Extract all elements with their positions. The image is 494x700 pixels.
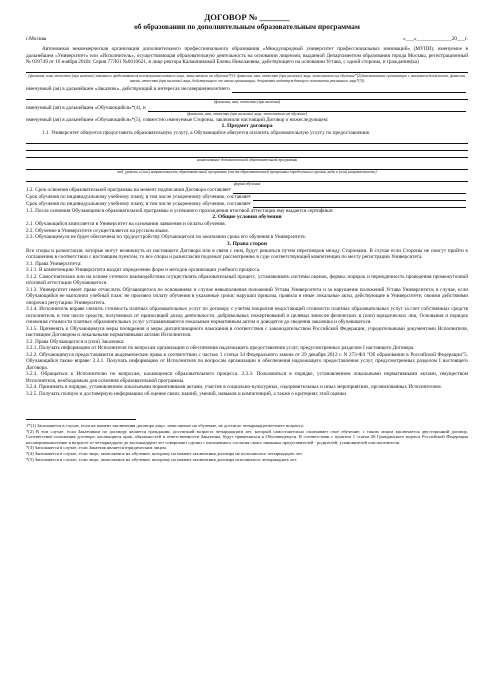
program-field-3[interactable]: [26, 151, 468, 158]
parties-line: именуемый (ая) в дальнейшем «Обучающийся»*(5), совместно именуемые Стороны, заключили настоящий Договор о нижеследующем:: [26, 116, 329, 123]
preamble: Автономная некоммерческая организация дополнительного профессионального образования «Международный университет профессиональных инноваций» (МУПИ), именуемое в дальнейшем «Университет» или «Исполнитель», осуществляющая образовательную деятельность на основании лицензии, выданной Департаментом образования города Москвы, регистрационный № 039749 от 16 ноября 2018г. Серия 77Л01 №0010621, в лице ректора Калашниковой Елены Николаевны, действующего на основании Устава, с одной стороны, и гражданин(ка): [26, 46, 468, 65]
footnote-divider: [26, 419, 136, 420]
accelerated-duration-field[interactable]: [253, 202, 466, 208]
program-field[interactable]: [26, 137, 468, 144]
clause-3-1-4: 3.1.4. Исполнитель вправе снизить стоимость платных образовательных услуг по договору с учетом покрытия недостающей стоимости платных образовательных услуг за счет собственных средств исполнителя, в том числе средств, полученных от приносящей доход деятельности, добровольных пожертвований и целевых взносов физических и (или) юридических лиц. Основания и порядок снижения стоимости платных образовательных услуг устанавливаются локальным нормативным актом и доводятся до сведения заказчика и обучающегося.: [26, 306, 468, 325]
clause-3-1-2: 3.1.2. Самостоятельно или на основе сетевого взаимодействия осуществлять образовательный процесс, устанавливать системы оценок, формы, порядок и периодичность проведения промежуточной итоговой аттестации Обучающегося.: [26, 273, 468, 286]
caption-program: наименование дополнительной образовательной программы: [196, 157, 298, 162]
clause-3-2-1: 3.2.1. Получать информацию от Исполнителя по вопросам организации и обеспечения надлежащего предоставления услуг, предусмотренных разделом I настоящего Договора.: [26, 345, 415, 351]
clause-3-1: 3.1. Права Университета:: [26, 260, 82, 267]
study-form-field[interactable]: [26, 175, 468, 182]
clause-3-1-1: 3.1.1. В компетенцию Университета входит определение форм и методов организации учебного процесса.: [26, 267, 261, 273]
program-type-field[interactable]: [26, 163, 468, 170]
footnote-3: *(3) Заполняется в случае, если Заказчик является юридическим лицом.: [26, 445, 167, 451]
student-name-field[interactable]: [148, 106, 466, 112]
clause-2-2: 2.2. Обучение в Университете осуществляется на русском языке.: [26, 227, 170, 234]
clause-1-2-c: Срок обучения по индивидуальному учебному плану, в том числе ускоренному обучению, составляет: [26, 201, 468, 208]
clause-3-1-5: 3.1.5. Применять к Обучающемуся меры поощрения и меры дисциплинарного взыскания в соответствии с законодательством Российской Федерации, учредительными документами Исполнителя, настоящим Договором и локальными нормативными актами Исполнителя.: [26, 325, 468, 338]
individual-duration-field[interactable]: [253, 195, 466, 201]
clause-2-1: 2.1. Обучающийся зачисляется в Университет на основании заявления и оплаты обучения.: [26, 221, 226, 227]
program-field-2[interactable]: [26, 144, 468, 151]
caption-study-form: форма обучения: [233, 181, 261, 186]
caption-program-type: вид, уровень и (или) направленность образовательной программы (часть образовательной программы определенного уровня, вида и (или) направленности): [117, 169, 377, 174]
clause-3-2: 3.2. Права Обучающегося и (или) Заказчика:: [26, 338, 125, 345]
customer-line: именуемый (ая) в дальнейшем «Заказчик», действующий в интересах несовершеннолетнего: [26, 86, 468, 93]
caption-student: (фамилия, имя, отчество (при наличии) лица, зачисляемого на обучение): [186, 111, 308, 116]
student-line: именуемый (ая) в дальнейшем «Обучающийся»*(4), и: [26, 105, 468, 112]
clause-1-2-b: Срок обучения по индивидуальному учебному плану, в том числе ускоренному обучению, составляет: [26, 194, 468, 201]
clause-3-1-3: 3.1.3. Университет имеет право отчислить Обучающегося по основаниям: в случае невыполнения положений Устава Университета и за нарушение положений Устава Университета; в случае, если Обучающийся не выполнил учебный план; не произвел оплату обучения в указанные сроки; нарушил приказы, правила и иные локальные акты, действующие в Университете; своими действиями опорочил репутацию Университета.: [26, 286, 468, 306]
contract-date: «___»_____________20___г.: [403, 36, 468, 42]
place-date-row: [26, 36, 468, 43]
city: г.Москва: [26, 36, 47, 42]
document-subtitle: об образовании по дополнительным образовательным программам: [134, 22, 360, 31]
clause-3-2-4: 3.2.4. Принимать в порядке, установленном локальными нормативными актами, участие в социально-культурных, оздоровительных и иных мероприятиях, организованных Исполнителем.: [26, 384, 442, 390]
footnote-4: *(4) Заполняется в случае, если лицо, зачисляемое на обучение, которому на момент заключения договора не исполнилось четырнадцать лет.: [26, 450, 303, 456]
customer-field[interactable]: [26, 66, 468, 73]
minor-name-field[interactable]: [232, 87, 466, 93]
section-3-intro: Все споры и разногласия, которые могут возникнуть из настоящего Договора или в связи с ним, будут решаться путем переговоров между Сторонами. В случае если Стороны не смогут прийти к соглашению в соответствии с настоящим пунктом, то все споры и разногласия подлежат рассмотрению в суде соответствующей компетенции по месту регистрации Университета.: [26, 247, 468, 260]
section-2-heading: 2. Общие условия обучения: [212, 214, 282, 220]
clause-3-2-3: 3.2.3. Обращаться к Исполнителю по вопросам, касающимся образовательного процесса. 2.3.3. Пользоваться в порядке, установленном локальными нормативными актами, имуществом Исполнителя, необходимым для освоения образовательной программы.: [26, 371, 468, 384]
clause-2-3: 2.3. Обучающемуся не будет обеспечена по трудоустройству Обучающегося по окончании срока его обучения в Университете.: [26, 234, 307, 240]
clause-3-2-5: 3.2.5. Получать полную и достоверную информацию об оценке своих знаний, умений, навыков и компетенций, а также о критериях этой оценки.: [26, 390, 348, 397]
footnote-1: 1*(1) Заполняется в случае, если на момент заключения договора лицо, зачисляемое на обучение, не достигло четырнадцатилетнего возраста.: [26, 423, 304, 428]
clause-3-2-2: 3.2.2. Обучающемуся предоставляются академические права в соответствии с частью 1 статьи 34 Федерального закона от 29 декабря 2012 г. N 273-ФЗ "Об образовании в Российской Федерации"5. Обучающийся также вправе: 2.3.1. Получать информацию от Исполнителя по вопросам организации и обеспечения надлежащего предоставления услуг, предусмотренных разделом I настоящего Договора.: [26, 351, 468, 371]
section-1-heading: 1. Предмет договора: [221, 123, 273, 129]
caption-customer: (фамилия, имя, отчество (при наличии) законного представителя несовершеннолетнего лица, зачисляемого на обучение*(1)/ фамилия, имя, отчество (при наличии) лица, зачисляемого на обучение*(2)/наименование организации с указанием должности, фамилии, имени, отчества (при наличии) лица, действующего от имени организации, документа подтверждающего полномочия указанного лица*(3)): [28, 73, 466, 83]
clause-1-2: 1.2. Срок освоения образовательной программы на момент подписания Договора составляет: [26, 187, 468, 194]
clause-1-1: 1.1. Университет обязуется предоставить образовательную услугу, а Обучающийся обязуется оплатить образовательную услугу по предоставлению: [42, 130, 370, 136]
document-title: ДОГОВОР № _______: [204, 12, 290, 22]
minor-name-field-2[interactable]: [26, 93, 468, 100]
duration-field[interactable]: [233, 188, 466, 194]
footnote-2: *(2) В том случае, если Заказчиком по договору является гражданин, достигший возраста четырнадцати лет, который самостоятельно оплачивает свое обучение, с таким лицом заключается двусторонний договор. Соответствие положения договора, касающиеся прав, обязанностей и ответственности Заказчика, будут применяться к Обучающемуся. В соответствии с пунктом 1 статьи 26 Гражданского кодекса Российской Федерации несовершеннолетние в возрасте от четырнадцати до восемнадцати лет совершают сделки с письменного согласия своих законных представителей - родителей, усыновителей или попечителя.: [26, 428, 468, 445]
footnote-5: *(5) Заполняется в случае, если лицо, зачисляемое на обучение, которому на момент заключения договора исполнилось четырнадцать лет.: [26, 456, 298, 462]
section-3-heading: 3. Права сторон: [226, 240, 268, 247]
clause-1-3: 1.3. После освоения Обучающимся образовательной программы и успешного прохождения итоговой аттестации ему выдается сертификат.: [26, 207, 334, 214]
caption-minor: (фамилия, имя, отчество (при наличии): [213, 99, 281, 104]
